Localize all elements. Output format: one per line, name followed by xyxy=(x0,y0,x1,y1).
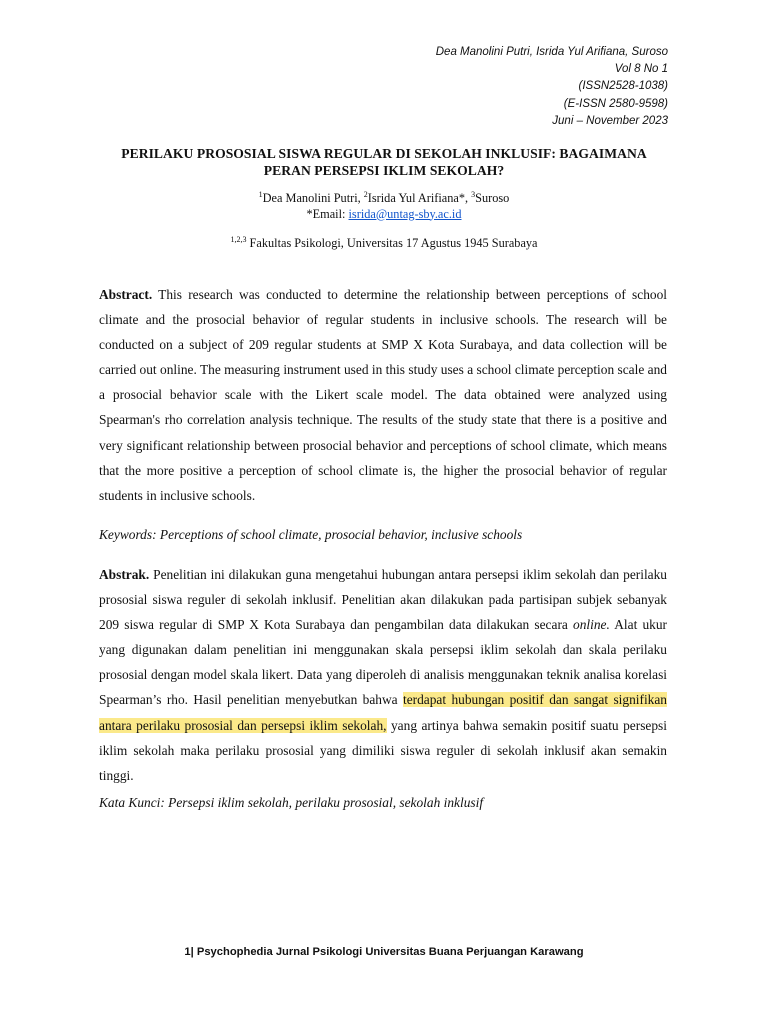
abstrak-online: online. xyxy=(573,617,610,633)
author-3-sup: 3 xyxy=(471,189,476,199)
header-eissn: (E-ISSN 2580-9598) xyxy=(563,97,668,110)
author-3-name: Suroso xyxy=(475,191,510,205)
author-2-sup: 2 xyxy=(363,189,368,199)
title-line-1: PERILAKU PROSOSIAL SISWA REGULAR DI SEKOLAH INKLUSIF: BAGAIMANA xyxy=(121,146,647,161)
affiliation xyxy=(84,236,684,252)
title-line-2: PERAN PERSEPSI IKLIM SEKOLAH? xyxy=(263,162,505,178)
author-2-name: Isrida Yul Arifiana*, xyxy=(367,191,472,205)
page-footer: 1| Psychophedia Jurnal Psikologi Universitas Buana Perjuangan Karawang xyxy=(184,946,584,958)
author-1-sup: 1 xyxy=(258,189,263,199)
abstract-text: This research was conducted to determine the relationship between perceptions of school climate and the prosocial behavior of regular students in inclusive schools. The research will be conducted on a subject of 209 regular students at SMP X Kota Surabaya, and data collection will be carried out online. The measuring instrument used in this study uses a school climate perception scale and a prosocial behavior scale with the Likert scale model. The data obtained were analyzed using Spearman's rho correlation analysis technique. The results of the study state that there is a positive and very significant relationship between prosocial behavior and perceptions of school climate, which means that the more positive a perception of school climate is, the higher the prosocial behavior of regular students in inclusive schools. xyxy=(99,287,667,503)
keywords-indonesian: Kata Kunci: Persepsi iklim sekolah, perilaku prososial, sekolah inklusif xyxy=(99,795,484,810)
abstrak-text-3: yang artinya bahwa semakin positif suatu persepsi iklim sekolah maka perilaku prososial yang dimiliki siswa reguler di sekolah inklusif akan semakin tinggi. xyxy=(99,717,667,783)
keywords-english xyxy=(99,522,667,547)
abstrak-text-2: Alat ukur yang digunakan dalam penelitian ini menggunakan skala persepsi iklim sekolah dan skala perilaku prososial dengan model skala likert. Data yang diperoleh di analisis menggunakan teknik analisa korelasi Spearman’s rho. Hasil penelitian menyebutkan bahwa xyxy=(99,617,667,708)
header-authors: Dea Manolini Putri, Isrida Yul Arifiana, Suroso xyxy=(435,46,668,58)
keywords-label: Keywords xyxy=(99,527,153,542)
header-volume: Vol 8 No 1 xyxy=(614,63,668,76)
abstrak-highlight: terdapat hubungan positif dan sangat signifikan antara perilaku prososial dan persepsi iklim sekolah, xyxy=(99,692,668,733)
abstract-indonesian xyxy=(99,562,667,788)
header-period: Juni – November 2023 xyxy=(552,114,668,127)
abstrak-label: Abstrak. xyxy=(99,567,150,582)
abstrak-text-1: Penelitian ini dilakukan guna mengetahui hubungan antara persepsi iklim sekolah dan perilaku prososial siswa reguler di sekolah inklusif. Penelitian akan dilakukan pada partisipan subjek sebanyak 209 siswa regular di SMP X Kota Surabaya dan pengambilan data dilakukan secara xyxy=(99,567,667,633)
affiliation-text: Fakultas Psikologi, Universitas 17 Agustus 1945 Surabaya xyxy=(246,236,538,250)
author-names xyxy=(84,191,684,207)
paper-title xyxy=(90,146,678,179)
author-email xyxy=(84,207,684,223)
journal-header xyxy=(436,44,668,130)
affiliation-sup: 1,2,3 xyxy=(230,234,247,244)
abstract-label: Abstract. xyxy=(99,287,153,302)
author-1-name: Dea Manolini Putri, xyxy=(262,191,364,205)
keywords-text: : Perceptions of school climate, prosocial behavior, inclusive schools xyxy=(152,527,523,542)
email-label: *Email: xyxy=(306,206,349,221)
header-issn: (ISSN2528-1038) xyxy=(578,80,668,93)
author-list xyxy=(84,191,684,222)
abstract-english xyxy=(99,282,667,508)
email-link[interactable]: isrida@untag-sby.ac.id xyxy=(348,206,462,221)
